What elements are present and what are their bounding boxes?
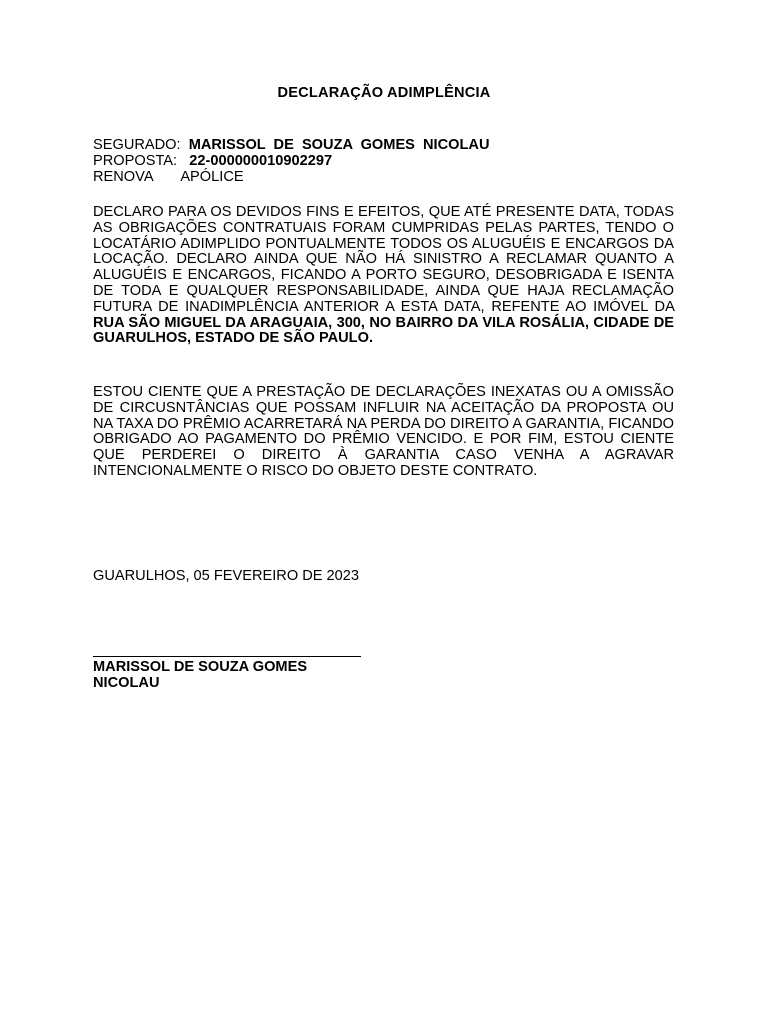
place-date: GUARULHOS, 05 FEVEREIRO DE 2023 bbox=[93, 568, 360, 584]
renova-value: APÓLICE bbox=[180, 169, 244, 185]
proposta-value: 22-000000010902297 bbox=[189, 153, 333, 169]
signature-name: MARISSOL DE SOUZA GOMES NICOLAU bbox=[93, 659, 308, 691]
proposta-row bbox=[93, 154, 683, 170]
renova-label: RENOVA bbox=[93, 169, 153, 185]
signature-line bbox=[93, 642, 361, 657]
segurado-value: MARISSOL DE SOUZA GOMES NICOLAU bbox=[188, 137, 490, 153]
awareness-paragraph: ESTOU CIENTE QUE A PRESTAÇÃO DE DECLARAÇÕES INEXATAS OU A OMISSÃO DE CIRCUSNTÂNCIAS QUE POSSAM INFLUIR NA ACEITAÇÃO DA PROPOSTA OU NA TAXA DO PRÊMIO ACARRETARÁ NA PERDA DO DIREITO A GARANTIA, FICANDO OBRIGADO AO PAGAMENTO DO PRÊMIO VENCIDO. E POR FIM, ESTOU CIENTE QUE PERDEREI O DIREITO À GARANTIA CASO VENHA A AGRAVAR INTENCIONALMENTE O RISCO DO OBJETO DESTE CONTRATO. bbox=[93, 384, 674, 479]
proposta-label: PROPOSTA: bbox=[93, 153, 178, 169]
document-title: DECLARAÇÃO ADIMPLÊNCIA bbox=[277, 85, 491, 101]
declaration-text: DECLARO PARA OS DEVIDOS FINS E EFEITOS, QUE ATÉ PRESENTE DATA, TODAS AS OBRIGAÇÕES CONTRATUAIS FORAM CUMPRIDAS PELAS PARTES, TENDO O LOCATÁRIO ADIMPLIDO PONTUALMENTE TODOS OS ALUGUÉIS E ENCARGOS DA LOCAÇÃO. DECLARO AINDA QUE NÃO HÁ SINISTRO A RECLAMAR QUANTO A ALUGUÉIS E ENCARGOS, FICANDO A PORTO SEGURO, DESOBRIGADA E ISENTA DE TODA E QUALQUER RESPONSABILIDADE, AINDA QUE HAJA RECLAMAÇÃO FUTURA DE INADIMPLÊNCIA ANTERIOR A ESTA DATA, REFENTE AO IMÓVEL DA bbox=[93, 204, 674, 315]
declaration-paragraph bbox=[93, 205, 674, 347]
policy-fields bbox=[93, 138, 683, 186]
segurado-row bbox=[93, 138, 683, 154]
property-address: RUA SÃO MIGUEL DA ARAGUAIA, 300, NO BAIRRO DA VILA ROSÁLIA, CIDADE DE GUARULHOS, ESTADO DE SÃO PAULO. bbox=[93, 314, 674, 347]
segurado-label: SEGURADO: bbox=[93, 137, 181, 153]
renova-row bbox=[93, 170, 683, 186]
